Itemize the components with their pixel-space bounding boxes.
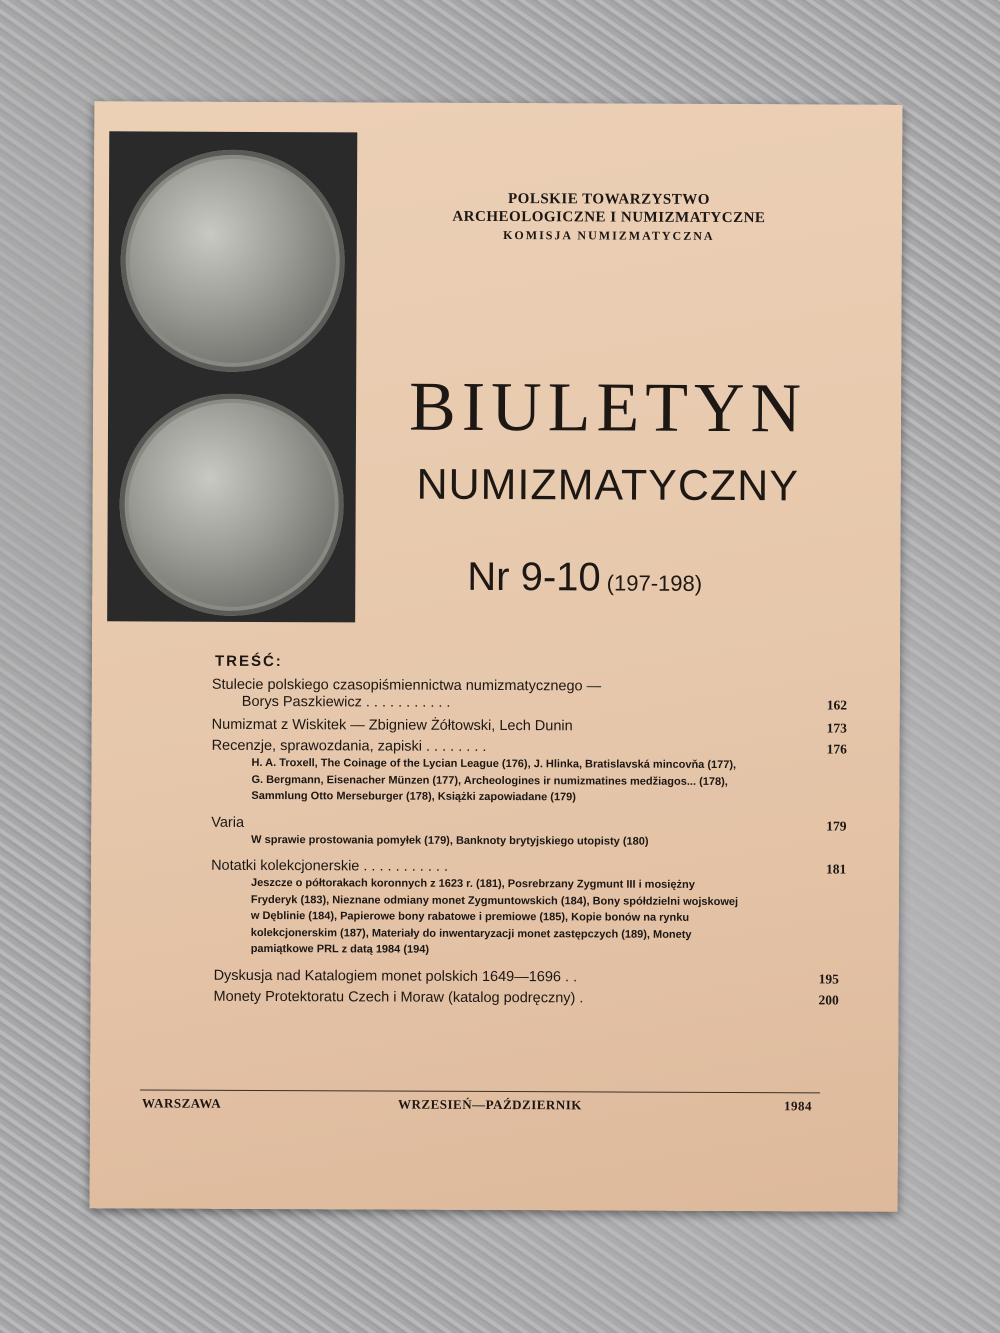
toc-entry-title: Notatki kolekcjonerskie . . . . . . . . . . .	[211, 857, 449, 875]
toc-entry-page: 179	[826, 817, 847, 834]
toc-entry-details: W sprawie prostowania pomyłek (179), Banknoty brytyjskiego utopisty (180)	[251, 833, 649, 848]
title-numizmatyczny: NUMIZMATYCZNY	[416, 460, 800, 511]
table-of-contents	[210, 676, 848, 1016]
medal-reverse-image	[119, 393, 344, 616]
toc-entry-title: Numizmat z Wiskitek — Zbigniew Żółtowski, Lech Dunin	[211, 716, 573, 735]
title-biuletyn: BIULETYN	[408, 368, 808, 448]
toc-entry-page: 176	[826, 741, 847, 757]
toc-entry	[210, 988, 839, 1007]
toc-entry-title: Recenzje, sprawozdania, zapiski . . . . . . . .	[211, 737, 487, 755]
toc-entry-page: 200	[818, 991, 839, 1007]
toc-entry-details: Jeszcze o półtorakach koronnych z 1623 r. (181), Posrebrzany Zygmunt III i mosiężny Fryderyk (183), Nieznane odmiany monet Zygmuntowskich (184), Bony spółdzielni wojskowej w Dęblinie (184), Papierowe bony rabatowe i premiowe (185), Kopie bonów na rynku kolekcjonerskim (187), Materiały do inwentaryzacji monet zastępczych (189), Monety pamiątkowe PRL z datą 1984 (194)	[250, 876, 739, 956]
toc-entry	[211, 814, 847, 850]
footer-divider	[140, 1089, 820, 1093]
medal-photo	[107, 131, 357, 622]
org-line-1: POLSKIE TOWARZYSTWO	[507, 191, 710, 208]
org-line-2: ARCHEOLOGICZNE I NUMIZMATYCZNE	[452, 208, 766, 227]
booklet-cover	[90, 101, 903, 1212]
toc-entry	[211, 716, 847, 736]
medal-obverse-image	[120, 149, 345, 372]
toc-entry	[211, 857, 847, 960]
toc-entry-details: H. A. Troxell, The Coinage of the Lycian League (176), J. Hlinka, Bratislavská mincovňa (177), G. Bergmann, Eisenacher Münzen (177), Archeologines ir numizmatines medžiagos... (178), Sammlung Otto Merseburger (178), Książki zapowiadane (179)	[251, 756, 737, 804]
toc-entry-page: 162	[826, 697, 848, 713]
toc-entry-title: Dyskusja nad Katalogiem monet polskich 1649—1696 . .	[213, 967, 578, 985]
toc-entry-title: Varia	[211, 814, 245, 831]
footer-months: WRZESIEŃ—PAŹDZIERNIK	[398, 1096, 582, 1113]
footer-year: 1984	[784, 1098, 813, 1114]
toc-entry	[211, 737, 847, 807]
org-line-3: KOMISJA NUMIZMATYCZNA	[503, 228, 715, 243]
toc-entry-title: Stulecie polskiego czasopiśmiennictwa numizmatycznego — Borys Paszkiewicz . . . . . . . . . . .	[211, 676, 602, 711]
toc-entry	[211, 676, 848, 713]
issue-nr: Nr 9-10	[467, 554, 601, 600]
toc-entry-page: 195	[818, 970, 839, 986]
toc-entry	[211, 967, 839, 986]
toc-heading: TREŚĆ:	[214, 652, 283, 671]
toc-entry-page: 173	[826, 720, 847, 736]
toc-entry-title: Monety Protektoratu Czech i Moraw (katalog podręczny) .	[213, 988, 584, 1006]
issue-number	[467, 555, 702, 601]
issue-sub: (197-198)	[606, 570, 703, 596]
footer-city: WARSZAWA	[142, 1095, 222, 1111]
toc-entry-page: 181	[826, 861, 847, 877]
